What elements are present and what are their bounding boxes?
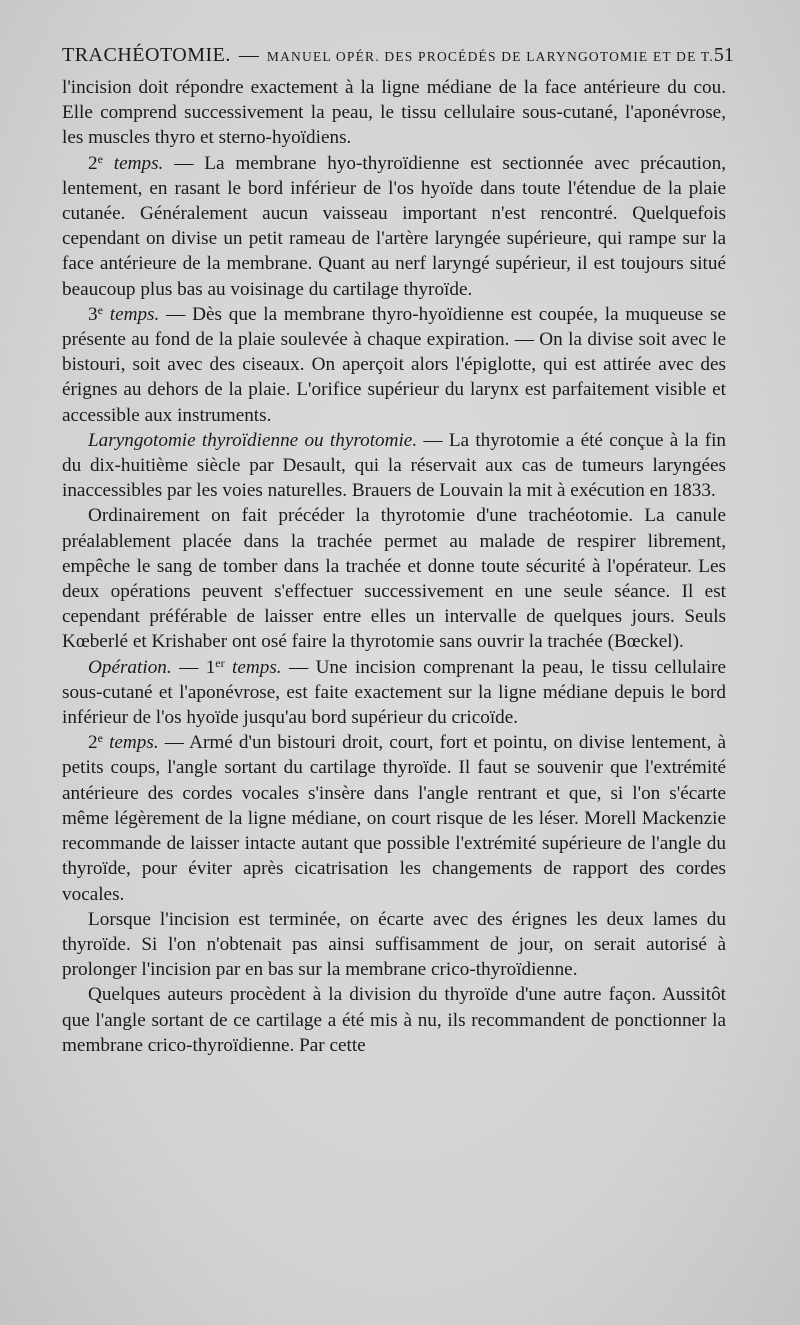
body-text bbox=[62, 75, 726, 1058]
paragraph-text: Quelques auteurs procèdent à la division du thyroïde d'une autre façon. Aussitôt que l'angle sortant de ce cartilage a été mis à nu, ils recommandent de ponctionner la membrane crico-thyroïdienne. Par cette bbox=[62, 984, 726, 1056]
paragraph-text: — Armé d'un bistouri droit, court, fort et pointu, on divise lentement, à petits coups, l'angle sortant du cartilage thyroïde. Il faut se souvenir que l'extrémité antérieure des cordes vocales s'insère dans l'angle rentrant et que, si l'on s'écarte même légèrement de la ligne médiane, on court risque de les léser. Morell Mackenzie recommande de laisser intacte autant que possible l'extrémité supérieure de l'angle du thyroïde, pour éviter après cicatrisation les changements de rapport des cordes vocales. bbox=[62, 732, 726, 905]
paragraph bbox=[62, 75, 726, 151]
paragraph bbox=[62, 730, 726, 906]
step-ordinal: e bbox=[97, 731, 103, 746]
step-label: temps. bbox=[109, 303, 160, 325]
section-heading: Opération. bbox=[88, 656, 172, 678]
paragraph bbox=[62, 982, 726, 1058]
paragraph-text: Lorsque l'incision est terminée, on écarte avec des érignes les deux lames du thyroïde. Si l'on n'obtenait pas ainsi suffisamment de jour, on serait autorisé à prolonger l'incision par en bas sur la membrane crico-thyroïdienne. bbox=[62, 908, 726, 981]
running-title: TRACHÉOTOMIE. bbox=[62, 44, 231, 66]
step-ordinal: er bbox=[215, 655, 225, 670]
paragraph-text: l'incision doit répondre exactement à la ligne médiane de la face antérieure du cou. Elle comprend successivement la peau, le tissu cellulaire sous-cutané, l'aponévrose, les muscles thyro et sterno-hyoïdiens. bbox=[62, 77, 726, 149]
paragraph bbox=[62, 151, 726, 302]
paragraph bbox=[62, 503, 726, 654]
step-number: 2 bbox=[88, 732, 98, 754]
paragraph bbox=[62, 907, 726, 983]
paragraph-text: Ordinairement on fait précéder la thyrotomie d'une trachéotomie. La canule préalablement placée dans la trachée permet au malade de respirer librement, empêche le sang de tomber dans la trachée et donne toute sécurité à l'opérateur. Les deux opérations peuvent s'effectuer successivement en une seule séance. Il est cependant préférable de laisser entre elles un intervalle de quelques jours. Seuls Kœberlé et Krishaber ont osé faire la thyrotomie sans ouvrir la trachée (Bœckel). bbox=[62, 505, 726, 653]
header-dash: — bbox=[238, 44, 259, 66]
paragraph bbox=[62, 302, 726, 428]
page-number: 51 bbox=[713, 44, 734, 66]
paragraph bbox=[62, 655, 726, 731]
running-header bbox=[62, 44, 734, 67]
paragraph-text: — Une incision comprenant la peau, le tissu cellulaire sous-cutané et l'aponévrose, est faite exactement sur la ligne médiane depuis le bord inférieur de l'os hyoïde jusqu'au bord supérieur du cricoïde. bbox=[62, 656, 726, 729]
step-ordinal: e bbox=[97, 302, 103, 317]
section-heading: Laryngotomie thyroïdienne ou thyrotomie. bbox=[88, 429, 418, 451]
step-label: temps. bbox=[113, 152, 164, 174]
step-number: 3 bbox=[88, 303, 98, 325]
step-number: 1 bbox=[205, 656, 216, 678]
paragraph-text: — Dès que la membrane thyro-hyoïdienne est coupée, la muqueuse se présente au fond de la plaie soulevée à chaque expiration. — On la divise soit avec le bistouri, soit avec des ciseaux. On aperçoit alors l'épiglotte, qui est attirée avec des érignes au dehors de la plaie. L'orifice supérieur du larynx est parfaitement visible et accessible aux instruments. bbox=[62, 303, 726, 426]
running-subtitle: MANUEL OPÉR. DES PROCÉDÉS DE LARYNGOTOMIE ET DE T. bbox=[266, 49, 714, 64]
heading-dash: — bbox=[171, 656, 206, 678]
step-ordinal: e bbox=[97, 151, 103, 166]
paragraph-text: — La membrane hyo-thyroïdienne est sectionnée avec précaution, lentement, en rasant le bord inférieur de l'os hyoïde dans toute l'étendue de la plaie cutanée. Généralement aucun vaisseau important n'est rencontré. Quelquefois cependant on divise un petit rameau de l'artère laryngée supérieure, qui rampe sur la face antérieure de la membrane. Quant au nerf laryngé supérieur, il est toujours situé beaucoup plus bas au voisinage du cartilage thyroïde. bbox=[62, 152, 727, 300]
step-label: temps. bbox=[109, 732, 159, 754]
paragraph-text: — La thyrotomie a été conçue à la fin du dix-huitième siècle par Desault, qui la réservait aux cas de tumeurs laryngées inaccessibles par les voies naturelles. Brauers de Louvain la mit à exécution en 1833. bbox=[62, 429, 727, 502]
paragraph bbox=[62, 428, 726, 504]
step-label: temps. bbox=[232, 656, 282, 678]
step-number: 2 bbox=[88, 152, 98, 174]
